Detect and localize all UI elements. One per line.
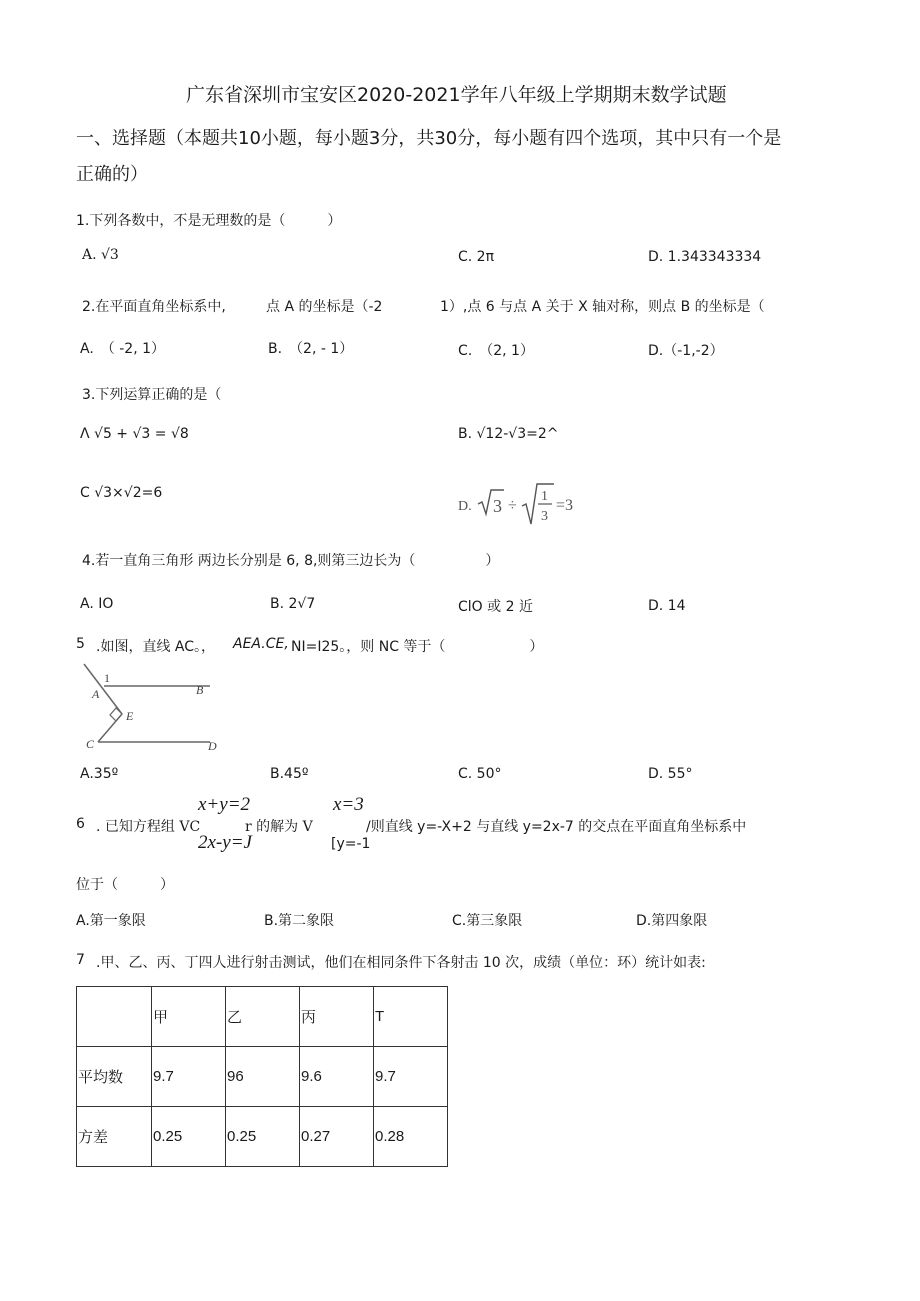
- q1-option-d: D. 1.343343334: [648, 249, 762, 265]
- q2-option-d: D.（-1,-2）: [648, 343, 724, 359]
- table-header-row: [77, 987, 448, 1047]
- point-label-d: D: [208, 739, 217, 753]
- table-cell: 96: [226, 1047, 300, 1107]
- q6-number: 6: [76, 816, 85, 832]
- q4-option-d: D. 14: [648, 598, 686, 614]
- q4-option-c: ClO 或 2 近: [458, 599, 533, 615]
- angle-label-1: 1: [104, 671, 110, 685]
- point-label-e: E: [126, 709, 134, 723]
- q6-stem-tail: 位于（ ）: [76, 877, 174, 893]
- q2-option-c: C. （2, 1）: [458, 343, 534, 359]
- table-cell: 9.6: [300, 1047, 374, 1107]
- q3-option-d-op: ÷: [508, 497, 517, 514]
- point-label-b: B: [196, 683, 204, 697]
- q7-stem: .甲、乙、丙、丁四人进行射击测试，他们在相同条件下各射击 10 次，成绩（单位：环）统计如表:: [96, 955, 706, 971]
- q5-stem-part1: .如图，直线 AC。，: [96, 639, 216, 655]
- q6-option-b: B.第二象限: [264, 913, 335, 929]
- q3-option-d-label: D.: [458, 499, 472, 514]
- q3-option-d-result: =3: [556, 497, 574, 514]
- q5-number: 5: [76, 636, 85, 652]
- q3-stem: 3.下列运算正确的是（: [82, 387, 222, 403]
- q6-equation-bottom-left: 2x-y=J: [198, 832, 252, 853]
- table-row-label: 方差: [77, 1107, 152, 1167]
- table-row-label: 平均数: [77, 1047, 152, 1107]
- segment-ae: [84, 664, 122, 714]
- q6-option-a: A.第一象限: [76, 913, 146, 929]
- q4-option-b: B. 2√7: [270, 596, 316, 612]
- table-cell: [77, 987, 152, 1047]
- q6-equation-bottom-right: [y=-1: [331, 836, 371, 852]
- table-row: [77, 1047, 448, 1107]
- q7-score-table: [76, 986, 448, 1167]
- q6-equation-top-left: x+y=2: [198, 794, 251, 815]
- q5-option-b: B.45º: [270, 766, 309, 782]
- q6-equation-top-right: x=3: [333, 794, 364, 815]
- q3-option-d-formula: [458, 482, 588, 526]
- q6-stem-part2: r 的解为 V: [245, 819, 313, 835]
- table-header-cell: 丙: [300, 987, 374, 1047]
- q2-stem-part1: 2.在平面直角坐标系中,: [82, 299, 226, 315]
- q5-option-c: C. 50°: [458, 766, 502, 782]
- page-title: 广东省深圳市宝安区2020-2021学年八年级上学期期末数学试题: [186, 84, 727, 106]
- table-cell: 0.27: [300, 1107, 374, 1167]
- table-cell: 0.28: [374, 1107, 448, 1167]
- q3-option-b: B. √12-√3=2^: [458, 426, 559, 442]
- point-label-a: A: [92, 687, 100, 701]
- table-cell: 0.25: [226, 1107, 300, 1167]
- q5-stem-part2: AEA.CE,: [233, 636, 289, 652]
- table-cell: 9.7: [152, 1047, 226, 1107]
- q6-stem-part1: . 已知方程组 VC: [96, 819, 201, 835]
- section-heading: 一、选择题（本题共10小题，每小题3分，共30分，每小题有四个选项，其中只有一个是: [76, 128, 782, 149]
- table-header-cell: 乙: [226, 987, 300, 1047]
- table-cell: 0.25: [152, 1107, 226, 1167]
- table-header-cell: T: [374, 987, 448, 1047]
- q2-option-b: B. （2, - 1）: [268, 341, 354, 357]
- q3-option-d-numerator: 1: [541, 489, 548, 504]
- table-cell: 9.7: [374, 1047, 448, 1107]
- q3-option-d: [458, 482, 588, 531]
- q4-option-a: A. IO: [80, 596, 114, 612]
- q2-stem-part2: 点 A 的坐标是（-2: [266, 299, 383, 315]
- q1-option-c: C. 2π: [458, 249, 495, 265]
- q3-option-c: C √3×√2=6: [80, 485, 163, 501]
- q2-option-a: A. （ -2, 1）: [80, 341, 165, 357]
- q1-option-a: A. √3: [82, 247, 119, 263]
- q2-stem-part3: 1）,点 6 与点 A 关于 X 轴对称，则点 B 的坐标是（: [440, 299, 765, 315]
- right-angle-marker: [110, 708, 122, 721]
- q5-geometry-diagram: [80, 662, 225, 757]
- point-label-c: C: [86, 737, 95, 751]
- q1-stem: 1.下列各数中，不是无理数的是（ ）: [76, 213, 342, 229]
- q4-stem: 4.若一直角三角形 两边长分别是 6, 8,则第三边长为（ ）: [82, 553, 500, 569]
- q5-figure: [80, 662, 225, 757]
- section-heading-cont: 正确的）: [76, 164, 148, 185]
- q3-option-a: Λ √5 + √3 = √8: [80, 426, 189, 442]
- q3-option-d-denominator: 3: [541, 509, 548, 524]
- q6-option-d: D.第四象限: [636, 913, 708, 929]
- q5-option-a: A.35º: [80, 766, 119, 782]
- q5-stem-part3: NI=I25。，则 NC 等于（ ）: [291, 639, 544, 655]
- q7-number: 7: [76, 952, 85, 968]
- table-header-cell: 甲: [152, 987, 226, 1047]
- table-row: [77, 1107, 448, 1167]
- q5-option-d: D. 55°: [648, 766, 693, 782]
- q3-option-d-root1: 3: [493, 496, 502, 516]
- q6-stem-part3: /则直线 y=-X+2 与直线 y=2x-7 的交点在平面直角坐标系中: [366, 819, 747, 835]
- q6-option-c: C.第三象限: [452, 913, 523, 929]
